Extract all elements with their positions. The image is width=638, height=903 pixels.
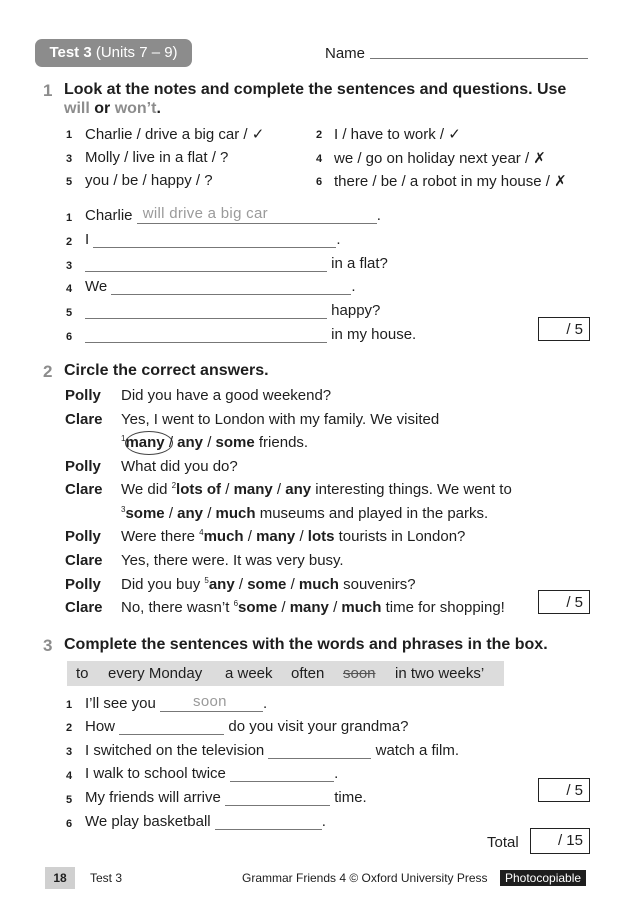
sentence-blank[interactable] <box>215 815 322 830</box>
answer-row-1 <box>85 207 381 224</box>
sentence-pre: We play basketball <box>85 813 211 830</box>
sentence-post: . <box>321 813 326 830</box>
sentence-row-1 <box>85 695 267 712</box>
section-2-number: 2 <box>43 362 53 381</box>
sentence-pre: I switched on the television <box>85 742 265 759</box>
answer-blank[interactable] <box>85 304 327 319</box>
choice-option[interactable]: many <box>125 434 165 451</box>
slash: / <box>207 505 212 522</box>
answer-number: 5 <box>66 307 73 319</box>
section-1-title-text: Look at the notes and complete the sentences and questions. Use <box>64 81 567 98</box>
answer-number: 3 <box>66 260 73 272</box>
sentence-pre: I walk to school twice <box>85 765 226 782</box>
sentence-row-3 <box>85 742 459 759</box>
line-pre: Did you buy <box>121 576 201 593</box>
sentence-number: 4 <box>66 770 73 782</box>
choice-option[interactable]: much <box>341 599 382 616</box>
answer-post: . <box>351 278 356 295</box>
word-box-item: a week <box>225 665 273 682</box>
sentence-number: 6 <box>66 818 73 830</box>
note-text: you / be / happy / ? <box>85 172 213 189</box>
speaker: Polly <box>65 387 101 404</box>
choice-option[interactable]: any <box>208 576 235 593</box>
answer-number: 2 <box>66 236 73 248</box>
example-answer: soon <box>193 693 227 710</box>
sentence-number: 3 <box>66 746 73 758</box>
note-number: 2 <box>316 129 323 141</box>
sentence-row-2 <box>85 718 408 735</box>
example-answer: will drive a big car <box>142 205 268 222</box>
answer-row-3 <box>85 255 388 272</box>
dialogue-line: Yes, I went to London with my family. We visited <box>121 411 440 428</box>
footer-test: Test 3 <box>90 871 123 885</box>
choice-option[interactable]: much <box>215 505 256 522</box>
slash: / <box>168 434 173 451</box>
speaker: Polly <box>65 528 101 545</box>
note-text: Molly / live in a flat / ? <box>85 149 229 166</box>
choice-option[interactable]: some <box>238 599 278 616</box>
word-box-item: every Monday <box>108 665 203 682</box>
score-box-3[interactable]: / 5 <box>538 778 590 802</box>
answer-post: . <box>336 231 341 248</box>
slash: / <box>290 576 295 593</box>
slash: / <box>299 528 304 545</box>
answer-number: 4 <box>66 283 73 295</box>
line-pre: No, there wasn’t <box>121 599 230 616</box>
answer-number: 1 <box>66 212 73 224</box>
speaker: Clare <box>65 552 103 569</box>
note-number: 5 <box>66 176 73 188</box>
page-number: 18 <box>45 867 75 889</box>
speaker: Clare <box>65 599 103 616</box>
choice-group-2 <box>121 481 512 498</box>
sentence-number: 1 <box>66 699 73 711</box>
sentence-post: . <box>334 765 339 782</box>
choice-after: friends. <box>258 434 309 451</box>
choice-option[interactable]: much <box>298 576 339 593</box>
section-1-title <box>64 81 566 99</box>
note-number: 6 <box>316 176 323 188</box>
choice-group-1 <box>121 434 308 451</box>
choice-option[interactable]: some <box>215 434 255 451</box>
note-text: Charlie / drive a big car / ✓ <box>85 126 265 143</box>
sentence-pre: How <box>85 718 116 735</box>
word-box-item-used: soon <box>343 665 376 682</box>
choice-group-4 <box>121 528 465 545</box>
gap-number: 1 <box>121 434 126 443</box>
answer-post: happy? <box>331 302 381 319</box>
slash: / <box>207 434 212 451</box>
choice-option[interactable]: any <box>285 481 312 498</box>
word-box <box>67 661 504 686</box>
note-text: I / have to work / ✓ <box>334 126 461 143</box>
slash: / <box>225 481 230 498</box>
test-label: Test 3 <box>49 44 92 61</box>
choice-option[interactable]: many <box>233 481 273 498</box>
note-text: we / go on holiday next year / ✗ <box>334 150 546 167</box>
sentence-pre: My friends will arrive <box>85 789 221 806</box>
choice-after: museums and played in the parks. <box>259 505 489 522</box>
word-box-item: to <box>76 665 89 682</box>
answer-blank[interactable] <box>137 205 377 224</box>
word-wont: won’t <box>114 100 157 117</box>
slash: / <box>276 481 282 498</box>
choice-after: time for shopping! <box>385 599 505 616</box>
word-box-item: in two weeks’ <box>395 665 485 682</box>
note-number: 3 <box>66 153 73 165</box>
gap-number: 2 <box>171 481 177 490</box>
dialogue-line: Did you have a good weekend? <box>121 387 332 404</box>
choice-after: souvenirs? <box>343 576 416 593</box>
sentence-blank[interactable] <box>230 767 334 782</box>
choice-after: tourists in London? <box>338 528 466 545</box>
dialogue-line: What did you do? <box>121 458 238 475</box>
slash: / <box>333 599 338 616</box>
answer-post: in my house. <box>331 326 417 343</box>
title-end: . <box>156 100 161 117</box>
answer-number: 6 <box>66 331 73 343</box>
units-label: (Units 7 – 9) <box>95 44 178 61</box>
word-or: or <box>94 100 111 117</box>
word-will: will <box>64 100 90 117</box>
sentence-number: 5 <box>66 794 73 806</box>
slash: / <box>238 576 244 593</box>
sentence-pre: I’ll see you <box>85 695 156 712</box>
answer-pre: Charlie <box>85 207 133 224</box>
choice-group-5 <box>121 576 416 593</box>
speaker: Polly <box>65 458 101 475</box>
choice-after: interesting things. We went to <box>315 481 512 498</box>
note-number: 4 <box>316 153 323 165</box>
choice-option[interactable]: much <box>203 528 244 545</box>
sentence-blank[interactable] <box>225 791 330 806</box>
answer-post: . <box>376 207 381 224</box>
gap-number: 5 <box>204 576 209 585</box>
test-badge <box>35 39 192 67</box>
note-number: 1 <box>66 129 73 141</box>
speaker: Polly <box>65 576 101 593</box>
word-box-item: often <box>291 665 325 682</box>
choice-group-6 <box>121 599 505 616</box>
answer-post: in a flat? <box>331 255 388 272</box>
sentence-blank[interactable] <box>119 720 224 735</box>
choice-option[interactable]: many <box>289 599 329 616</box>
sentence-row-5 <box>85 789 367 806</box>
answer-row-5 <box>85 302 380 319</box>
answer-pre: I <box>85 231 90 248</box>
answer-row-4 <box>85 278 356 295</box>
name-input-line[interactable] <box>370 58 588 59</box>
line-pre: We did <box>121 481 168 498</box>
choice-option[interactable]: some <box>125 505 165 522</box>
sentence-blank[interactable] <box>268 744 371 759</box>
sentence-post: time. <box>334 789 367 806</box>
speaker: Clare <box>65 411 103 428</box>
total-label: Total <box>487 834 519 851</box>
sentence-post: do you visit your grandma? <box>228 718 409 735</box>
choice-group-3 <box>121 505 488 522</box>
slash: / <box>168 505 173 522</box>
choice-option[interactable]: many <box>256 528 296 545</box>
score-box-1[interactable]: / 5 <box>538 317 590 341</box>
note-text: there / be / a robot in my house / ✗ <box>334 173 567 190</box>
total-score-box[interactable]: / 15 <box>530 828 590 854</box>
footer-copyright: Grammar Friends 4 © Oxford University Press <box>242 871 488 885</box>
choice-option[interactable]: lots <box>307 528 335 545</box>
section-3-number: 3 <box>43 636 53 655</box>
answer-row-6 <box>85 326 416 343</box>
gap-number: 6 <box>233 599 239 608</box>
answer-blank[interactable] <box>85 328 327 343</box>
choice-option[interactable]: any <box>177 505 204 522</box>
sentence-row-6 <box>85 813 326 830</box>
answer-blank[interactable] <box>111 280 351 295</box>
name-label: Name <box>325 45 366 62</box>
line-pre: Were there <box>121 528 195 545</box>
slash: / <box>281 599 286 616</box>
sentence-blank[interactable] <box>160 693 263 712</box>
sentence-post: . <box>263 695 268 712</box>
score-box-2[interactable]: / 5 <box>538 590 590 614</box>
sentence-number: 2 <box>66 722 73 734</box>
answer-blank[interactable] <box>93 233 336 248</box>
choice-option[interactable]: some <box>247 576 287 593</box>
answer-blank[interactable] <box>85 257 327 272</box>
section-1-number: 1 <box>43 81 53 100</box>
slash: / <box>247 528 252 545</box>
gap-number: 3 <box>121 505 126 514</box>
section-2-title: Circle the correct answers. <box>64 362 269 379</box>
answer-pre: We <box>85 278 108 295</box>
answer-row-2 <box>85 231 341 248</box>
gap-number: 4 <box>199 528 204 537</box>
photocopiable-badge: Photocopiable <box>500 870 586 886</box>
section-3-title: Complete the sentences with the words and phrases in the box. <box>64 636 548 653</box>
dialogue-line: Yes, there were. It was very busy. <box>121 552 344 569</box>
choice-option[interactable]: lots of <box>176 481 222 498</box>
section-1-title-line2 <box>64 100 161 118</box>
speaker: Clare <box>65 481 103 498</box>
sentence-post: watch a film. <box>375 742 459 759</box>
choice-option[interactable]: any <box>177 434 204 451</box>
sentence-row-4 <box>85 765 338 782</box>
